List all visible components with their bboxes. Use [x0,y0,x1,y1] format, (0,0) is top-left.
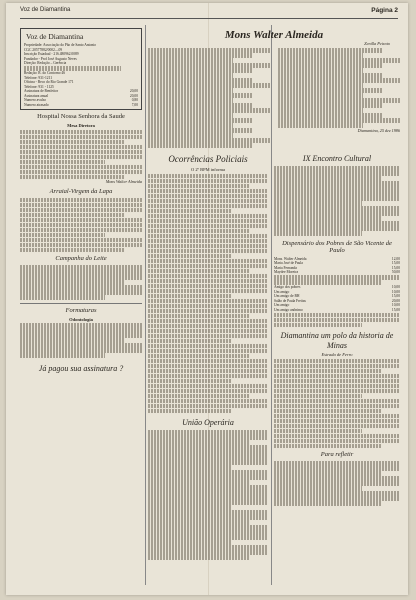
text-line [148,244,268,249]
masthead-line: Oficina - Beco do Rio Grande 171 [24,80,74,84]
text-line [148,435,268,440]
text-line [148,219,268,224]
masthead-line: Propriedade: Associação do Pão de Santo Antonio [24,43,97,47]
text-line [274,280,381,285]
historia-subheading: Estrada de Ferro [321,352,353,357]
donation-row: Um amigo anônimo 15,00 [274,307,400,312]
text-line [274,496,400,501]
hospital-subheading: Mesa Diretora [67,123,95,128]
text-line [148,189,268,194]
text-line [278,48,382,53]
text-line [148,58,233,63]
text-line [20,155,142,160]
poem-column-a [148,48,270,149]
text-line [274,399,400,404]
text-line [20,285,142,290]
text-line [148,279,268,284]
text-line [148,555,250,560]
text-line [148,98,233,103]
text-line [20,243,142,248]
text-line [20,218,142,223]
text-line [148,445,268,450]
text-line [274,176,381,181]
text-line [148,294,232,299]
hospital-signature: Mons Walter Almeida [105,179,142,184]
text-line [148,199,268,204]
dispensario-heading: Dispensário dos Pobres de São Vicente de Paulo [282,239,392,254]
text-line [278,78,400,83]
text-line [20,323,142,328]
campanha-heading: Campanha do Leite [55,255,107,262]
text-line [148,495,268,500]
text-line [148,329,268,334]
text-line [274,171,400,176]
formaturas-heading: Formaturas [65,306,97,314]
hospital-heading: Hospital Nossa Senhora da Saude [37,113,125,120]
text-line [274,481,400,486]
newspaper-page [6,3,408,595]
text-line [274,394,362,399]
poem-date: Diamantina, 25 dez 1986 [357,127,400,133]
text-line [278,53,363,58]
text-line [148,239,268,244]
text-line [148,264,268,269]
text-line [274,201,362,206]
text-line [148,369,268,374]
text-line [274,389,400,394]
text-line [274,409,381,414]
text-line [148,113,233,118]
text-line [20,233,105,238]
text-line [148,490,268,495]
text-line [148,269,250,274]
header-page-number: Página 2 [371,7,398,14]
text-line [148,309,268,314]
text-line [20,165,142,170]
text-line [148,480,250,485]
text-line [148,530,268,535]
text-line [278,88,382,93]
text-line [148,475,268,480]
text-line [274,181,400,186]
text-line [148,505,232,510]
text-line [274,434,400,439]
text-line [148,440,250,445]
text-line [274,439,400,444]
text-line [20,270,142,275]
text-line [148,284,268,289]
encontro-heading: IX Encontro Cultural [302,154,372,163]
text-line [148,254,232,259]
text-line [274,404,400,409]
text-line [274,186,400,191]
text-line [148,545,268,550]
text-line [148,404,268,409]
text-line [20,135,142,140]
text-line [20,130,142,135]
text-line [278,118,400,123]
text-line [20,160,105,165]
masthead-line: Inscrição Estadual - 216.480962.0089 [24,52,79,56]
text-line [278,68,363,73]
text-line [148,143,252,148]
text-line [148,470,268,475]
text-line [148,344,268,349]
text-line [274,364,400,369]
text-line [278,63,382,68]
text-line [148,194,268,199]
text-line [148,409,232,414]
text-line [274,318,400,323]
masthead-line: CGC 20577882/0002—09 [24,47,63,52]
masthead-line: Fundador - Prof José Augusto Neves [24,56,77,61]
text-line [24,66,121,71]
text-line [274,206,400,211]
text-line [274,231,362,236]
text-line [20,353,105,358]
poem-banner-title: Mons Walter Almeida [224,29,324,41]
text-line [148,53,252,58]
text-line [148,510,268,515]
text-line [20,338,124,343]
text-line [278,108,363,113]
dispensario-row: Maydee Moreira 50,00 [274,270,400,274]
text-line [274,486,362,491]
text-line [274,461,400,466]
column-left [20,25,142,376]
text-line [274,359,400,364]
text-line [148,520,250,525]
section-rule [20,303,142,304]
text-line [20,150,142,155]
text-line [20,343,142,348]
text-line [148,430,268,435]
text-line [274,444,381,449]
text-line [274,419,400,424]
text-line [148,234,268,239]
text-line [20,295,105,300]
column-middle [148,151,268,560]
text-line [274,384,400,389]
text-line [148,138,270,143]
text-line [20,145,142,150]
text-line [274,216,381,221]
masthead-line: Redação: R. do Contorno 46 [24,71,66,75]
formaturas-subheading: Odontologia [69,316,93,322]
text-line [148,128,252,133]
text-line [148,68,252,73]
text-line [274,323,362,328]
text-line [274,414,400,419]
text-line [20,348,142,353]
donation-row: Um amigo 10,00 [274,289,400,294]
running-header [20,7,398,17]
text-line [148,118,252,123]
masthead-line: Direção: Redação – Gerência [24,61,67,65]
text-line [20,170,142,175]
historia-heading: Diamantina um polo da historia de Minas [280,331,394,350]
assinatura-heading: Já pagou sua assinatura ? [38,363,124,373]
text-line [148,249,268,254]
text-line [148,389,268,394]
text-line [148,450,268,455]
masthead-title: Voz de Diamantina [26,32,84,41]
text-line [148,399,268,404]
text-line [20,198,142,203]
masthead-box [20,28,142,110]
text-line [20,333,142,338]
text-line [274,275,400,280]
text-line [20,203,142,208]
text-line [278,98,400,103]
text-line [20,175,124,180]
text-line [148,374,268,379]
masthead-line: Telefone: 931-1211 [24,75,53,80]
price-row: Numero avulso 0,80 [24,98,138,102]
text-line [274,211,400,216]
text-line [278,103,382,108]
text-line [148,314,250,319]
text-line [20,328,142,333]
text-line [148,123,233,128]
text-line [148,83,270,88]
price-row: Numero atrasado 7,00 [24,102,138,107]
text-line [148,63,270,68]
text-line [278,58,400,63]
text-line [148,274,268,279]
text-line [148,304,268,309]
text-line [148,133,233,138]
text-line [20,140,124,145]
text-line [278,83,363,88]
text-line [274,166,400,171]
text-line [148,349,268,354]
text-line [20,223,142,228]
text-line [148,460,268,465]
text-line [148,209,232,214]
text-line [148,78,252,83]
text-line [148,319,268,324]
text-line [148,48,270,53]
text-line [20,280,124,285]
column-divider-1 [145,25,146,585]
text-line [148,465,232,470]
text-line [274,476,400,481]
header-publication-name: Voz de Diamantina [20,7,71,13]
dispensario-row: Maria José de Paula 15,00 [274,261,400,265]
text-line [274,313,400,318]
text-line [148,93,252,98]
text-line [20,208,142,213]
text-line [274,196,400,201]
text-line [20,290,142,295]
text-line [274,379,400,384]
text-line [148,324,268,329]
text-line [148,354,250,359]
donation-row: Amigo dos pobres 10,00 [274,285,400,289]
text-line [148,259,268,264]
text-line [148,364,268,369]
text-line [148,500,268,505]
text-line [278,123,363,128]
text-line [274,491,400,496]
ocorrencias-heading: Ocorrências Policiais [168,154,248,164]
price-row: Assinatura anual 20,00 [24,93,138,98]
text-line [274,429,362,434]
text-line [278,73,382,78]
dispensario-row: Mons. Walter Almeida 12,00 [274,256,400,261]
text-line [148,73,233,78]
text-line [148,204,268,209]
text-line [148,184,250,189]
text-line [148,339,232,344]
donation-row: Um amigo de BH 15,00 [274,294,400,298]
text-line [148,540,232,545]
text-line [148,334,268,339]
text-line [20,238,142,243]
refletir-heading: Para refletir [320,451,354,458]
masthead-line: Telefone: 931 - 1125 [24,84,54,89]
text-line [148,108,270,113]
text-line [274,424,400,429]
text-line [148,103,252,108]
text-line [20,275,142,280]
text-line [148,535,268,540]
text-line [148,229,250,234]
text-line [274,374,400,379]
dispensario-row: Maria Fernanda 15,00 [274,265,400,270]
text-line [278,113,382,118]
text-line [148,179,268,184]
header-rule [20,18,398,19]
text-line [148,299,268,304]
text-line [148,214,268,219]
text-line [148,550,268,555]
text-line [274,466,400,471]
poem-section [148,25,400,148]
text-line [274,501,381,506]
text-line [148,455,268,460]
text-line [20,213,124,218]
text-line [148,224,268,229]
text-line [274,369,381,374]
poem-body [148,48,400,149]
text-line [278,93,363,98]
text-line [148,174,268,179]
text-line [274,221,400,226]
text-line [20,265,142,270]
uniao-heading: União Operária [182,418,234,427]
text-line [274,191,400,196]
text-line [148,289,268,294]
text-line [20,248,124,253]
donation-row: Um amigo 10,00 [274,303,400,307]
text-line [148,485,268,490]
text-line [148,515,268,520]
text-line [148,384,268,389]
price-row: Assinatura de Benfeitor 20,00 [24,89,138,93]
text-line [148,379,232,384]
poem-column-b [278,48,400,149]
text-line [148,88,233,93]
ocorrencias-subheading: O 2º BPM informa [190,167,226,172]
arraial-heading: Arraial-Virgem da Lapa [49,187,113,195]
poem-author: Zenilla Peixoto [364,41,390,46]
text-line [20,228,142,233]
text-line [274,226,400,231]
column-right [274,151,400,506]
text-line [148,394,250,399]
text-line [274,471,381,476]
text-line [148,525,268,530]
text-line [148,359,268,364]
donation-row: Salão de Paula Freitas 20,00 [274,298,400,303]
